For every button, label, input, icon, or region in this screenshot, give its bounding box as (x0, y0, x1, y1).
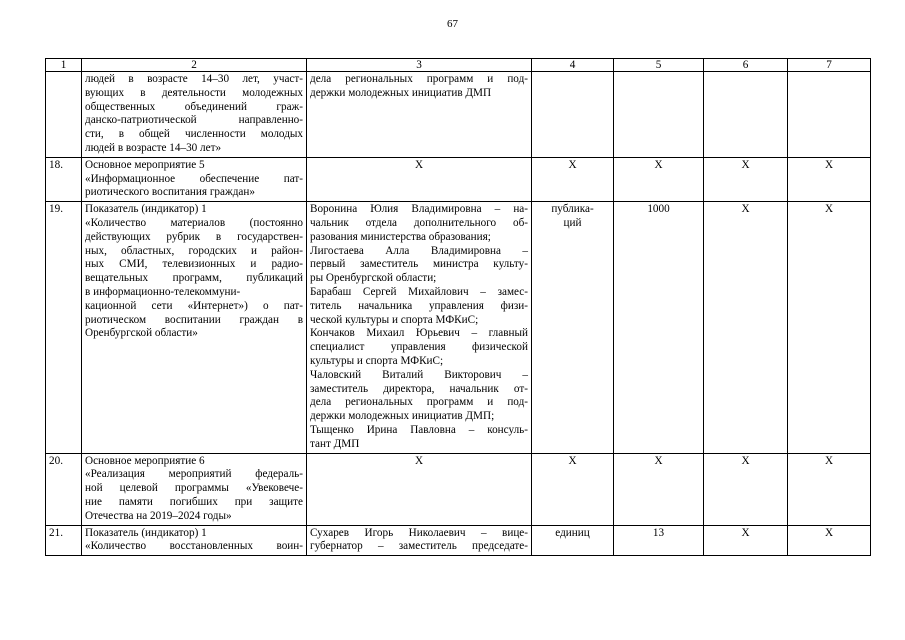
column-header: 7 (788, 59, 871, 72)
col7-cell: Х (788, 157, 871, 201)
text-line: Барабаш Сергей Михайлович – замес- (310, 285, 528, 298)
text-line: Тыщенко Ирина Павловна – консуль- (310, 423, 528, 436)
column-header: 4 (532, 59, 614, 72)
column-header: 1 (46, 59, 82, 72)
value-cell: Х (614, 157, 704, 201)
text-line: разования министерства образования; (310, 230, 491, 243)
table-row (46, 157, 871, 201)
text-line: держки молодежных инициатив ДМП (310, 86, 492, 99)
text-line: тант ДМП (310, 437, 360, 450)
column-header: 2 (82, 59, 307, 72)
text-line: вующих в деятельности молодежных (85, 86, 303, 99)
col6-cell: Х (704, 202, 788, 453)
text-line: ние памяти погибших при защите (85, 495, 303, 508)
text-line: Сухарев Игорь Николаевич – вице- (310, 526, 528, 539)
row-number: 18. (46, 157, 82, 201)
text-line: Оренбургской области» (85, 327, 198, 340)
program-table (45, 58, 871, 556)
text-line: «Реализация мероприятий федераль- (85, 468, 303, 481)
responsible-cell: Х (307, 453, 532, 525)
responsible-cell (307, 525, 532, 556)
indicator-name-cell (82, 453, 307, 525)
row-number (46, 72, 82, 158)
value-cell: 13 (614, 525, 704, 556)
responsible-cell (307, 202, 532, 453)
text-line: Основное мероприятие 5 (85, 158, 205, 171)
unit-cell (532, 202, 614, 453)
indicator-name-cell (82, 525, 307, 556)
row-number: 20. (46, 453, 82, 525)
text-line: ной целевой программы «Увековече- (85, 482, 303, 495)
text-line: держки молодежных инициатив ДМП; (310, 410, 495, 423)
text-line: кационной сети «Интернет») о пат- (85, 299, 303, 312)
unit-cell: единиц (532, 525, 614, 556)
header-row (46, 59, 871, 72)
text-line: Воронина Юлия Владимировна – на- (310, 203, 528, 216)
text-line: Основное мероприятие 6 (85, 454, 205, 467)
unit-cell: Х (532, 453, 614, 525)
text-line: Отечества на 2019–2024 годы» (85, 509, 232, 522)
col6-cell: Х (704, 525, 788, 556)
indicator-name-cell (82, 202, 307, 453)
text-line: дела региональных программ и под- (310, 396, 528, 409)
text-line: культуры и спорта МФКиС; (310, 354, 444, 367)
text-line: сти, в общей численности молодых (85, 128, 303, 141)
table-row (46, 202, 871, 453)
indicator-name-cell (82, 72, 307, 158)
unit-cell (532, 72, 614, 158)
text-line: данско-патриотической направленно- (85, 114, 303, 127)
table-row (46, 453, 871, 525)
indicator-name-cell (82, 157, 307, 201)
text-line: Показатель (индикатор) 1 (85, 203, 207, 216)
text-line: ных, областных, городских и район- (85, 244, 303, 257)
text-line: Показатель (индикатор) 1 (85, 526, 207, 539)
page-number: 67 (447, 18, 458, 30)
col7-cell (788, 72, 871, 158)
text-line: Чаловский Виталий Викторович – (310, 368, 528, 381)
text-line: первый заместитель министра культу- (310, 258, 528, 271)
col7-cell: Х (788, 453, 871, 525)
text-line: «Количество материалов (постоянно (85, 216, 303, 229)
text-line: в информационно-телекоммуни- (85, 285, 241, 298)
col7-cell: Х (788, 202, 871, 453)
text-line: чальник отдела дополнительного об- (310, 216, 528, 229)
col7-cell: Х (788, 525, 871, 556)
text-line: ры Оренбургской области; (310, 272, 437, 285)
row-number: 21. (46, 525, 82, 556)
unit-cell: Х (532, 157, 614, 201)
text-line: людей в возрасте 14–30 лет» (85, 141, 222, 154)
text-line: ных СМИ, телевизионных и радио- (85, 258, 303, 271)
row-number: 19. (46, 202, 82, 453)
column-header: 6 (704, 59, 788, 72)
table-row (46, 72, 871, 158)
text-line: действующих рубрик в государствен- (85, 230, 303, 243)
text-line: вещательных программ, публикаций (85, 272, 303, 285)
value-cell: Х (614, 453, 704, 525)
text-line: ций (563, 216, 582, 229)
text-line: людей в возрасте 14–30 лет, участ- (85, 73, 303, 85)
text-line: общественных объединений граж- (85, 100, 303, 113)
table-row (46, 525, 871, 556)
text-line: публика- (551, 203, 594, 216)
text-line: риотическом воспитании граждан в (85, 313, 303, 326)
text-line: губернатор – заместитель председате- (310, 540, 528, 553)
text-line: «Информационное обеспечение пат- (85, 172, 303, 185)
text-line: титель начальника управления физи- (310, 299, 528, 312)
column-header: 5 (614, 59, 704, 72)
responsible-cell: Х (307, 157, 532, 201)
text-line: специалист управления физической (310, 341, 528, 354)
col6-cell (704, 72, 788, 158)
text-line: риотического воспитания граждан» (85, 186, 255, 199)
text-line: Лигостаева Алла Владимировна – (310, 244, 528, 257)
text-line: «Количество восстановленных воин- (85, 540, 303, 553)
text-line: дела региональных программ и под- (310, 73, 528, 85)
text-line: заместитель директора, начальник от- (310, 382, 528, 395)
column-header: 3 (307, 59, 532, 72)
text-line: ческой культуры и спорта МФКиС; (310, 313, 479, 326)
col6-cell: Х (704, 453, 788, 525)
value-cell: 1000 (614, 202, 704, 453)
text-line: Кончаков Михаил Юрьевич – главный (310, 327, 528, 340)
responsible-cell (307, 72, 532, 158)
value-cell (614, 72, 704, 158)
col6-cell: Х (704, 157, 788, 201)
